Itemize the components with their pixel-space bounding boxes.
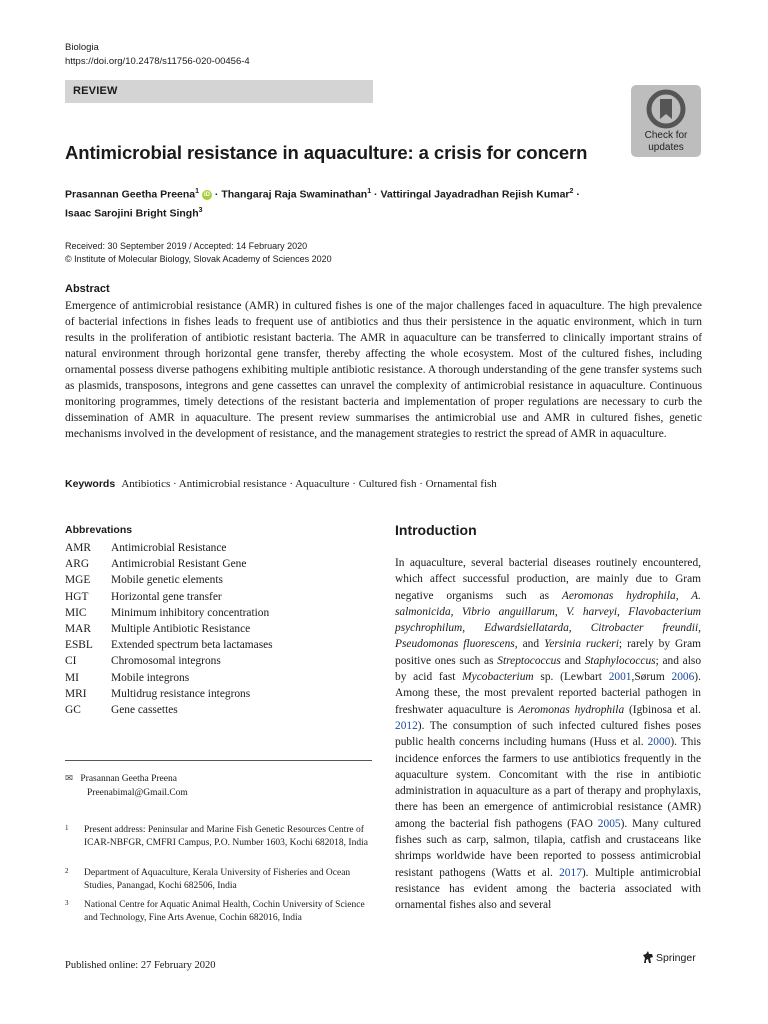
citation-link[interactable]: 2017	[559, 866, 582, 879]
abbreviation-meaning: Mobile genetic elements	[111, 574, 223, 587]
bookmark-ring-icon	[646, 89, 686, 129]
abbreviation: MGE	[65, 574, 91, 587]
abbreviation-meaning: Minimum inhibitory concentration	[111, 606, 270, 619]
abbreviation-meaning: Antimicrobial Resistance	[111, 542, 227, 554]
species-name: Mycobacterium	[462, 671, 534, 684]
copyright-line: © Institute of Molecular Biology, Slovak Academy of Sciences 2020	[65, 254, 332, 264]
abbreviation-row	[65, 556, 273, 572]
species-name: Yersinia ruckeri	[544, 638, 619, 651]
intro-text-run: and	[522, 638, 540, 651]
intro-text-run: In aquaculture, several bacterial diseases routinely encountered, which affect successful production, are mainly due to Gram negative organisms such as	[395, 557, 701, 602]
abbreviations-heading: Abbrevations	[65, 524, 133, 536]
corresponding-author-name: Prasannan Geetha Preena	[80, 774, 177, 784]
corresponding-author-email[interactable]: Preenabimal@Gmail.Com	[87, 788, 188, 798]
species-name: Aeromonas hydrophila, A. salmonicida, Vibrio anguillarum, V. harveyi, Flavobacterium psychrophilum, Edwardsiellatarda, Citrobacter freundii, Pseudomonas fluorescens,	[395, 589, 701, 651]
species-name: Aeromonas hydrophila	[518, 703, 625, 716]
abbreviation-row	[65, 670, 273, 686]
affiliation-number: 3	[65, 899, 69, 907]
updates-text: updates	[648, 142, 684, 153]
author-affiliation-mark: 1	[195, 188, 200, 195]
author-name[interactable]: Thangaraj Raja Swaminathan	[221, 188, 368, 201]
citation-link[interactable]: 2006	[671, 671, 695, 684]
abbreviation: GC	[65, 704, 81, 717]
affiliation-number: 1	[65, 824, 69, 832]
intro-text-run: ). Many cultured fishes such as carp, salmon, tilapia, catfish and crustaceans like shrimps worldwide have been reported to possess antimicrobial resistant pathogens (Watts et al.	[395, 817, 701, 879]
abbreviation-meaning: Multidrug resistance integrons	[111, 687, 251, 700]
abbreviation: MI	[65, 671, 79, 684]
abbreviation-meaning: Extended spectrum beta lactamases	[111, 639, 273, 652]
intro-text-run: ). Multiple antimicrobial resistance has evident among the bacteria associated with ornamental fishes also and several	[395, 866, 701, 912]
section-label: REVIEW	[65, 80, 373, 103]
intro-text-run: (Igbinosa et al.	[629, 703, 701, 716]
author-affiliation-mark: 2	[569, 188, 574, 195]
citation-link[interactable]: 2000	[647, 736, 671, 749]
envelope-icon: ✉	[65, 774, 73, 784]
correspondence-block	[65, 772, 188, 800]
intro-text-run: ; and also by acid fast	[395, 654, 702, 684]
footnote-divider	[65, 760, 372, 761]
check-for-text: Check for	[644, 130, 688, 141]
keywords-label: Keywords	[65, 478, 116, 490]
abbreviation: HGT	[65, 590, 89, 603]
abbreviation: AMR	[65, 542, 91, 554]
intro-text-run: sp. (Lewbart	[540, 671, 602, 684]
doi-link[interactable]: https://doi.org/10.2478/s11756-020-00456-4	[65, 56, 250, 67]
abbreviation-meaning: Multiple Antibiotic Resistance	[111, 623, 251, 636]
intro-text-run: and	[564, 654, 581, 667]
intro-text-run: ; rarely by Gram positive ones such as	[395, 638, 701, 667]
abbreviation-row	[65, 637, 273, 653]
abbreviations-table	[65, 540, 273, 718]
abbreviation: ESBL	[65, 639, 93, 652]
intro-text-run: ,Sørum	[631, 671, 665, 684]
published-online-date: Published online: 27 February 2020	[65, 960, 216, 971]
abstract-heading: Abstract	[65, 283, 110, 295]
author-list: Prasannan Geetha Preena$^1$ iD · Thangaraj Raja Swaminathan$^1$ · Vattiringal Jayadradhan Rejish Kumar$^2$ · Isaac Sarojini Bright Singh$^3$	[65, 188, 580, 219]
orcid-icon[interactable]: iD	[203, 191, 210, 198]
publisher-name: Springer	[656, 952, 696, 964]
affiliation-note	[65, 899, 375, 925]
affiliation-text: Department of Aquaculture, Kerala University of Fisheries and Ocean Studies, Panangad, Kochi 682506, India	[84, 868, 351, 891]
abbreviation-row	[65, 686, 273, 702]
author-name[interactable]: Prasannan Geetha Preena	[65, 188, 196, 201]
abbreviation: MAR	[65, 623, 91, 636]
article-title: Antimicrobial resistance in aquaculture: a crisis for concern	[65, 142, 588, 163]
introduction-body	[395, 555, 701, 914]
abbreviation: MIC	[65, 606, 87, 619]
abbreviation-meaning: Mobile integrons	[111, 671, 190, 684]
abbreviation-meaning: Gene cassettes	[111, 704, 178, 717]
abbreviation: CI	[65, 655, 77, 668]
received-accepted-dates: Received: 30 September 2019 / Accepted: 14 February 2020	[65, 241, 308, 251]
author-name[interactable]: Vattiringal Jayadradhan Rejish Kumar	[380, 188, 570, 201]
citation-link[interactable]: 2005	[597, 817, 621, 830]
springer-horse-icon	[642, 950, 654, 964]
abbreviation: MRI	[65, 687, 87, 700]
journal-name: Biologia	[65, 42, 99, 53]
check-for-updates-badge[interactable]	[631, 85, 701, 157]
citation-link[interactable]: 2012	[395, 719, 418, 732]
author-affiliation-mark: 1	[367, 188, 372, 195]
abbreviation-row	[65, 540, 273, 556]
species-name: Staphylococcus	[584, 654, 656, 667]
keywords-line	[65, 476, 705, 492]
abbreviation-row	[65, 605, 273, 621]
affiliation-text: National Centre for Aquatic Animal Health, Cochin University of Science and Technology, Fine Arts Avenue, Cochin 682016, India	[84, 900, 365, 923]
intro-text-run: ). This incidence enforces the farmers to use antibiotics frequently in the aquaculture system. Concomitant with the rise in antibiotic administration in aquaculture as a part of therapy and prophylaxis, there has been an emergence of antimicrobial resistance (AMR) among the bacterial fish pathogens (FAO	[395, 736, 701, 830]
affiliation-number: 2	[65, 867, 69, 875]
author-affiliation-mark: 3	[198, 206, 203, 214]
abstract-body: Emergence of antimicrobial resistance (AMR) in cultured fishes is one of the major challenges faced in aquaculture. The high prevalence of bacterial infections in fishes leads to frequent use of antibiotics and thus their persistence in the aquatic environment, which in turn results in the proliferation of antibiotic resistant bacteria. The AMR in aquaculture can be transferred to clinically important strains of natural environment through horizontal gene transfer, thereby affecting the whole ecosystem. Most of the cultured fishes, including ornamental possess diverse pathogens exhibiting multiple antibiotic resistance. A thorough understanding of the gene transfer systems such as plasmids, transposons, integrons and gene cassettes can unravel the complexity of antimicrobial resistance in aquaculture. Continuous monitoring programmes, timely detections of the resistant bacteria and implementation of proper regulations are necessary to curb the dissemination of AMR in aquaculture. The present review summarises the antimicrobial use and AMR in cultured fishes, genetic mechanisms involved in the development of resistance, and the management strategies to restrict the spread of AMR in aquaculture.	[65, 300, 702, 440]
affiliation-note	[65, 824, 375, 850]
species-name: Streptococcus	[497, 654, 561, 667]
introduction-heading: Introduction	[395, 522, 477, 538]
citation-link[interactable]: 2001	[608, 671, 632, 684]
abbreviation-meaning: Antimicrobial Resistant Gene	[111, 558, 247, 571]
abbreviation: ARG	[65, 558, 90, 571]
abbreviation-meaning: Chromosomal integrons	[111, 655, 221, 668]
keywords-list: Antibiotics · Antimicrobial resistance · Aquaculture · Cultured fish · Ornamental fish	[121, 478, 497, 490]
author-name[interactable]: Isaac Sarojini Bright Singh	[65, 207, 199, 219]
abbreviation-meaning: Horizontal gene transfer	[111, 590, 222, 603]
affiliation-note	[65, 867, 375, 893]
affiliation-text: Present address: Peninsular and Marine Fish Genetic Resources Centre of ICAR-NBFGR, CMFRI Campus, P.O. Number 1603, Kochi 682018, India	[84, 825, 368, 848]
abbreviation-row	[65, 702, 273, 718]
intro-text-run: ). The consumption of such infected cultured fishes poses public health concerns including humans (Huss et al.	[395, 719, 701, 749]
publisher-logo	[642, 950, 696, 965]
abbreviation-row	[65, 572, 273, 588]
intro-text-run: ). Among these, the most prevalent reported bacterial pathogen in freshwater aquaculture is	[395, 671, 701, 716]
abbreviation-row	[65, 653, 273, 669]
abbreviation-row	[65, 621, 273, 637]
abbreviation-row	[65, 589, 273, 605]
